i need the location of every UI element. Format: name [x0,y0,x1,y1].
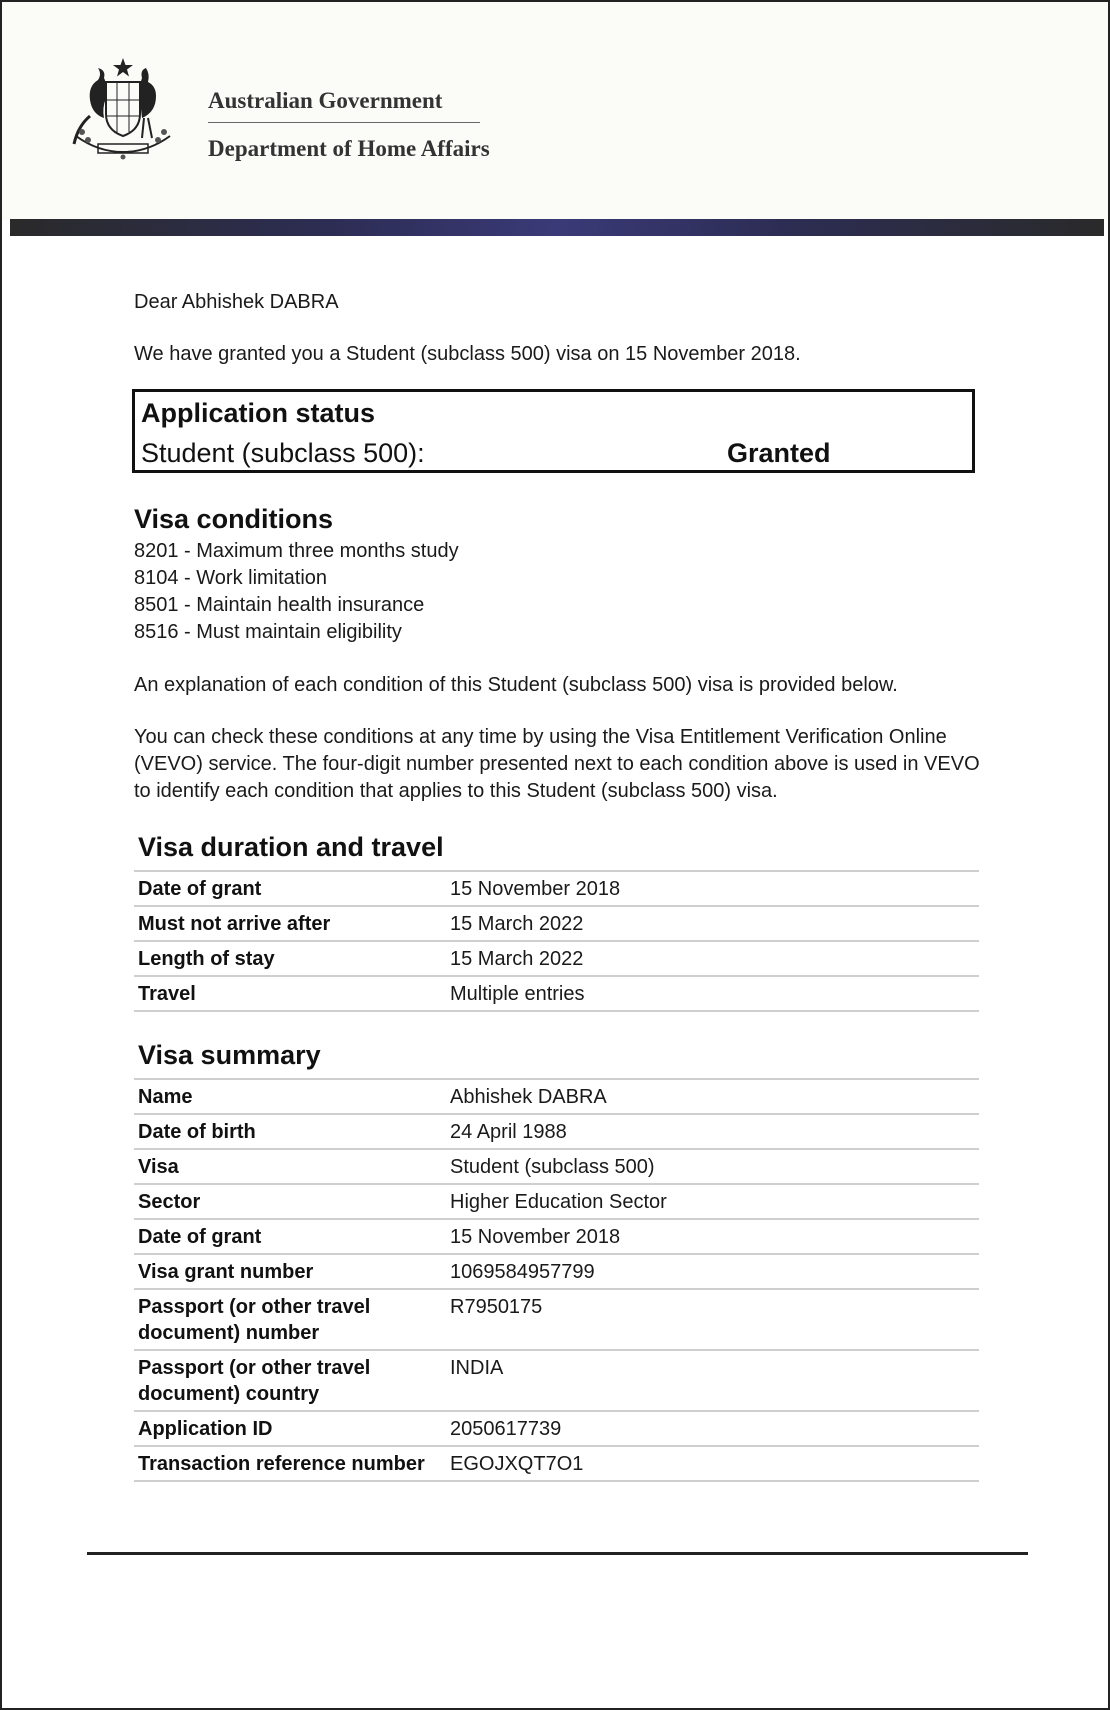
row-label: Date of grant [138,878,262,900]
row-label: Visa grant number [138,1261,314,1283]
table-row [134,1148,979,1183]
conditions-explanation: An explanation of each condition of this Student (subclass 500) visa is provided below. [134,674,898,696]
row-label: Visa [138,1156,179,1178]
row-value: Abhishek DABRA [450,1086,607,1108]
table-row [134,1349,979,1410]
vevo-paragraph: You can check these conditions at any time by using the Visa Entitlement Verification Online (VEVO) service. The four-digit number presented next to each condition above is used in VEVO to identify each condition that applies to this Student (subclass 500) visa. [134,726,980,802]
status-value: Granted [727,438,831,468]
row-label: Passport (or other travel document) number [138,1296,371,1344]
row-label: Length of stay [138,948,275,970]
letterhead-divider [208,122,480,123]
row-value: Student (subclass 500) [450,1156,655,1178]
duration-table [134,870,979,1012]
row-value: 15 March 2022 [450,948,584,970]
row-label: Sector [138,1191,201,1213]
application-status-box [132,389,975,473]
government-name: Australian Government [208,88,443,113]
status-label: Student (subclass 500): [141,438,425,468]
row-value: EGOJXQT7O1 [450,1453,584,1475]
row-label: Date of grant [138,1226,262,1248]
condition-item: 8501 - Maintain health insurance [134,594,425,616]
grant-intro: We have granted you a Student (subclass 500) visa on 15 November 2018. [134,343,801,365]
status-title: Application status [141,398,376,428]
table-row [134,1113,979,1148]
row-label: Date of birth [138,1121,256,1143]
coat-of-arms-icon [68,56,178,164]
conditions-heading: Visa conditions [134,504,334,534]
row-value: Higher Education Sector [450,1191,667,1213]
row-label: Application ID [138,1418,273,1440]
duration-heading: Visa duration and travel [138,832,444,862]
table-row [134,1253,979,1288]
header-banner [10,219,1104,236]
row-value: R7950175 [450,1296,543,1318]
row-label: Name [138,1086,193,1108]
row-label: Must not arrive after [138,913,331,935]
table-row [134,1183,979,1218]
table-row [134,1410,979,1445]
summary-table [134,1078,979,1482]
row-value: 15 November 2018 [450,878,621,900]
letterhead [2,2,1108,220]
table-row [134,905,979,940]
table-row [134,1078,979,1113]
row-value: 15 November 2018 [450,1226,621,1248]
row-value: 24 April 1988 [450,1121,567,1143]
table-row [134,1218,979,1253]
row-label: Transaction reference number [138,1453,425,1475]
row-value: 1069584957799 [450,1261,595,1283]
table-row [134,940,979,975]
footer-divider [87,1552,1028,1555]
condition-item: 8104 - Work limitation [134,567,328,589]
row-value: INDIA [450,1357,504,1379]
table-row [134,870,979,905]
row-label: Travel [138,983,196,1005]
department-name: Department of Home Affairs [208,136,490,161]
row-value: 2050617739 [450,1418,562,1440]
summary-heading: Visa summary [138,1040,321,1070]
table-row [134,1288,979,1349]
table-row [134,975,979,1012]
row-value: 15 March 2022 [450,913,584,935]
table-row [134,1445,979,1482]
condition-item: 8516 - Must maintain eligibility [134,621,402,643]
row-label: Passport (or other travel document) country [138,1357,371,1405]
greeting: Dear Abhishek DABRA [134,291,339,313]
condition-item: 8201 - Maximum three months study [134,540,459,562]
row-value: Multiple entries [450,983,585,1005]
